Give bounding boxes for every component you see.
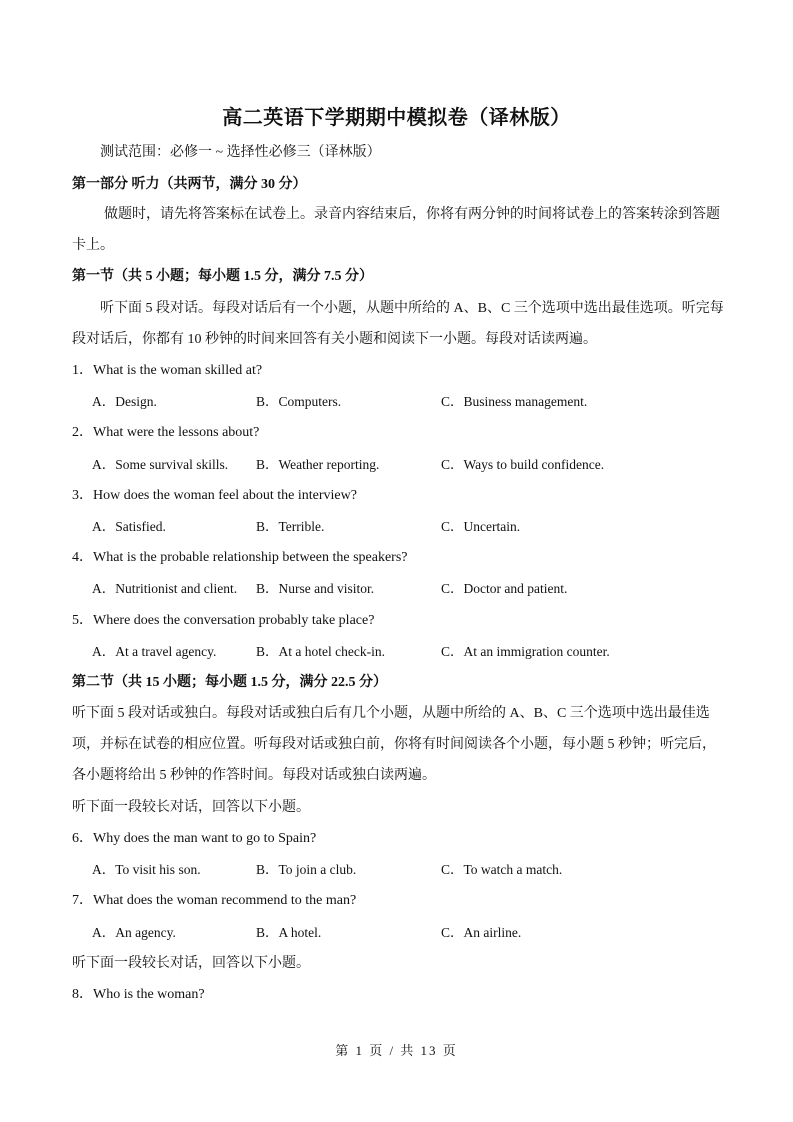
question-7-option-b: B．A hotel.: [256, 925, 322, 940]
part1-instruction-line2: 卡上。: [72, 238, 114, 253]
section2-instruction-line1: 听下面 5 段对话或独白。每段对话或独白后有几个小题，从题中所给的 A、B、C 三个选项中选出最佳选: [72, 706, 710, 721]
lead-in-2: 听下面一段较长对话，回答以下小题。: [72, 956, 310, 971]
question-4-option-a: A．Nutritionist and client.: [92, 581, 238, 596]
question-stem-5: 5．Where does the conversation probably take place?: [72, 613, 375, 628]
question-6-option-b: B．To join a club.: [256, 862, 357, 877]
section1-heading: 第一节（共 5 小题；每小题 1.5 分，满分 7.5 分）: [72, 269, 373, 284]
question-6-option-a: A．To visit his son.: [92, 862, 201, 877]
test-scope: 测试范围：必修一 ~ 选择性必修三（译林版）: [100, 145, 381, 160]
question-stem-1: 1．What is the woman skilled at?: [72, 363, 263, 378]
question-stem-2: 2．What were the lessons about?: [72, 425, 260, 440]
question-stem-7: 7．What does the woman recommend to the man?: [72, 893, 357, 908]
question-5-option-a: A．At a travel agency.: [92, 644, 217, 659]
question-7-option-c: C．An airline.: [441, 925, 522, 940]
part1-heading: 第一部分 听力（共两节，满分 30 分）: [72, 177, 307, 192]
section1-instruction-line2: 段对话后，你都有 10 秒钟的时间来回答有关小题和阅读下一小题。每段对话读两遍。: [72, 332, 597, 347]
question-2-option-b: B．Weather reporting.: [256, 457, 380, 472]
question-stem-8: 8．Who is the woman?: [72, 987, 205, 1002]
part1-instruction-line1: 做题时，请先将答案标在试卷上。录音内容结束后，你将有两分钟的时间将试卷上的答案转涂到答题: [104, 207, 720, 222]
question-4-option-c: C．Doctor and patient.: [441, 581, 568, 596]
question-3-option-a: A．Satisfied.: [92, 519, 166, 534]
question-5-option-c: C．At an immigration counter.: [441, 644, 610, 659]
question-2-option-c: C．Ways to build confidence.: [441, 457, 605, 472]
section2-instruction-line2: 项，并标在试卷的相应位置。听每段对话或独白前，你将有时间阅读各个小题，每小题 5 秒钟；听完后，: [72, 737, 716, 752]
question-3-option-b: B．Terrible.: [256, 519, 325, 534]
section1-instruction-line1: 听下面 5 段对话。每段对话后有一个小题，从题中所给的 A、B、C 三个选项中选出最佳选项。听完每: [100, 301, 724, 316]
question-5-option-b: B．At a hotel check-in.: [256, 644, 385, 659]
question-7-option-a: A．An agency.: [92, 925, 176, 940]
section2-heading: 第二节（共 15 小题；每小题 1.5 分，满分 22.5 分）: [72, 675, 387, 690]
question-3-option-c: C．Uncertain.: [441, 519, 521, 534]
question-1-option-a: A．Design.: [92, 394, 157, 409]
section2-instruction-line3: 各小题将给出 5 秒钟的作答时间。每段对话或独白读两遍。: [72, 768, 436, 783]
question-6-option-c: C．To watch a match.: [441, 862, 563, 877]
question-1-option-c: C．Business management.: [441, 394, 588, 409]
question-4-option-b: B．Nurse and visitor.: [256, 581, 375, 596]
question-2-option-a: A．Some survival skills.: [92, 457, 229, 472]
question-stem-3: 3．How does the woman feel about the interview?: [72, 488, 357, 503]
page-title: 高二英语下学期期中模拟卷（译林版）: [222, 107, 571, 129]
question-stem-6: 6．Why does the man want to go to Spain?: [72, 831, 317, 846]
question-1-option-b: B．Computers.: [256, 394, 342, 409]
page-number-footer: 第 1 页 / 共 13 页: [335, 1043, 458, 1058]
lead-in-1: 听下面一段较长对话，回答以下小题。: [72, 800, 310, 815]
question-stem-4: 4．What is the probable relationship between the speakers?: [72, 550, 408, 565]
